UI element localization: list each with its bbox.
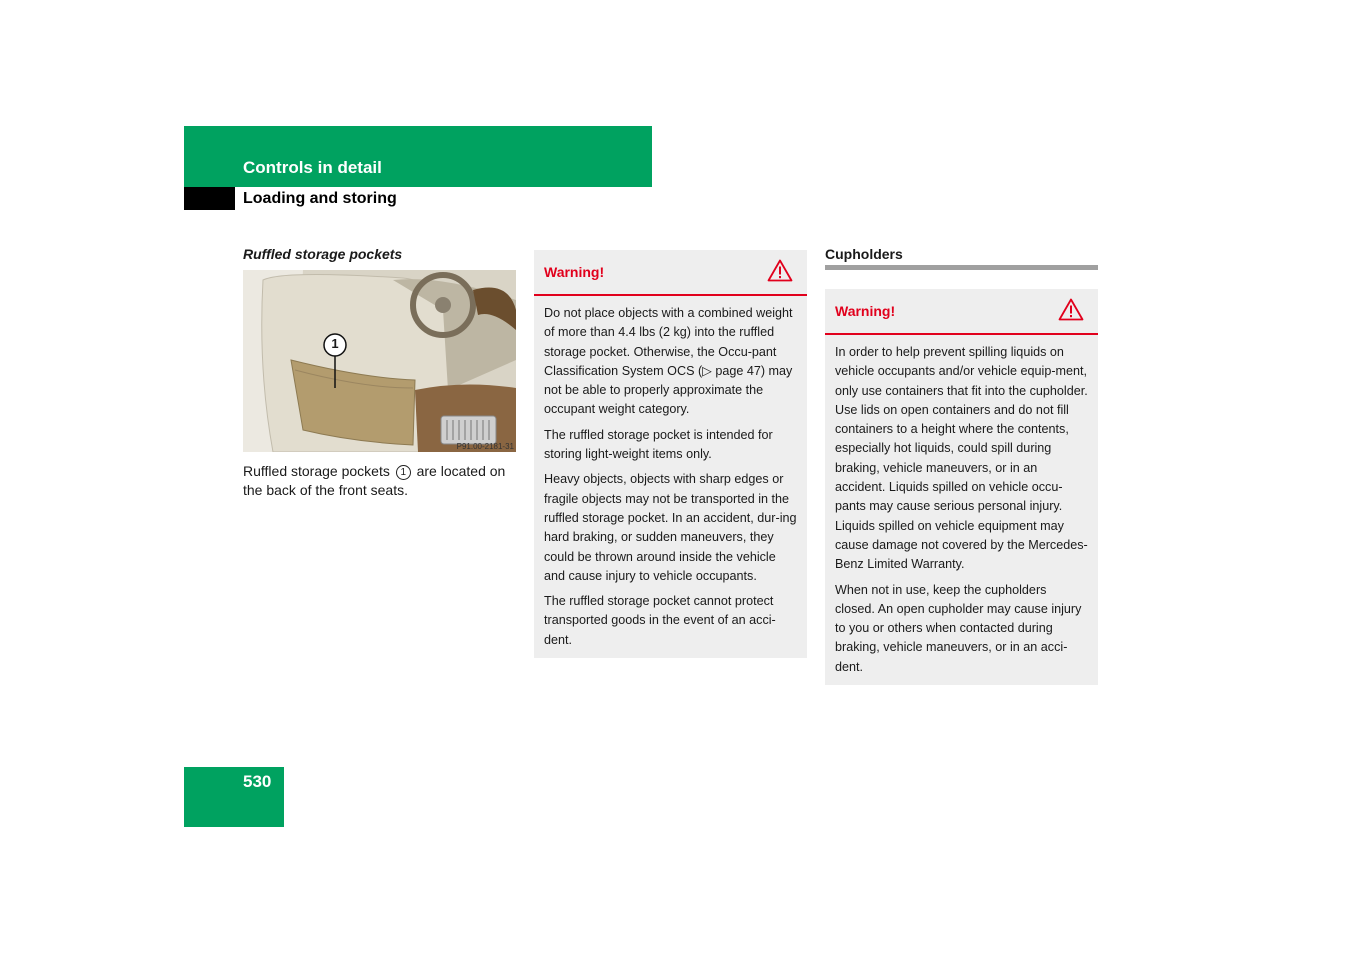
cupholders-heading: Cupholders — [825, 246, 1098, 270]
warning-header — [825, 289, 1098, 335]
pockets-heading: Ruffled storage pockets — [243, 246, 403, 262]
warning-paragraph: Do not place objects with a combined weight of more than 4.4 lbs (2 kg) into the ruffled storage pocket. Otherwise, the Occu-pant Classification System OCS (▷ page 47) may not be able to properly approximate the occupant weight category. — [544, 306, 793, 417]
section-title: Controls in detail — [243, 158, 382, 177]
warning-body — [825, 335, 1098, 685]
warning-label: Warning! — [835, 303, 896, 319]
warning-paragraph: When not in use, keep the cupholders closed. An open cupholder may cause injury to you or others when contacted during braking, vehicle maneuvers, or in an acci-dent. — [835, 582, 1082, 674]
callout-number: 1 — [396, 465, 411, 480]
pockets-body-text-2: are located on the back of the front seats. — [243, 463, 506, 498]
warning-label: Warning! — [544, 264, 605, 280]
warning-triangle-icon — [1058, 298, 1084, 321]
warning-header — [534, 250, 807, 296]
cupholder-warning-box — [825, 289, 1098, 685]
seat-back-photo — [243, 270, 516, 452]
pockets-body — [243, 462, 516, 500]
photo-callout-label: 1 — [331, 336, 339, 351]
warning-paragraph: The ruffled storage pocket cannot protect transported goods in the event of an acci-dent. — [544, 594, 776, 647]
pocket-warning-box — [534, 250, 807, 658]
warning-body — [534, 296, 807, 658]
photo-code: P91.00-2181-31 — [456, 442, 514, 451]
page-number: 530 — [243, 772, 272, 791]
warning-paragraph: The ruffled storage pocket is intended for storing light-weight items only. — [544, 427, 773, 462]
warning-paragraph: In order to help prevent spilling liquids on vehicle occupants and/or vehicle equip-ment, only use containers that fit into the cupholder. Use lids on open containers and do not fill containers to a height where the contents, especially hot liquids, could spill during braking, vehicle maneuvers, or in an accident. Liquids spilled on vehicle occu-pants may cause serious personal injury. Liquids spilled on vehicle equipment may cause damage not covered by the Mercedes-Benz Limited Warranty. — [835, 345, 1088, 572]
header-marker — [184, 187, 235, 210]
subsection-title: Loading and storing — [243, 190, 397, 207]
warning-triangle-icon — [767, 259, 793, 282]
warning-paragraph: Heavy objects, objects with sharp edges or fragile objects may not be transported in the ruffled storage pocket. In an accident, dur-ing hard braking, or sudden maneuvers, they could be thrown around inside the vehicle and cause injury to vehicle occupants. — [544, 472, 797, 583]
pockets-section — [243, 246, 516, 500]
pockets-body-text-1: Ruffled storage pockets — [243, 463, 394, 479]
